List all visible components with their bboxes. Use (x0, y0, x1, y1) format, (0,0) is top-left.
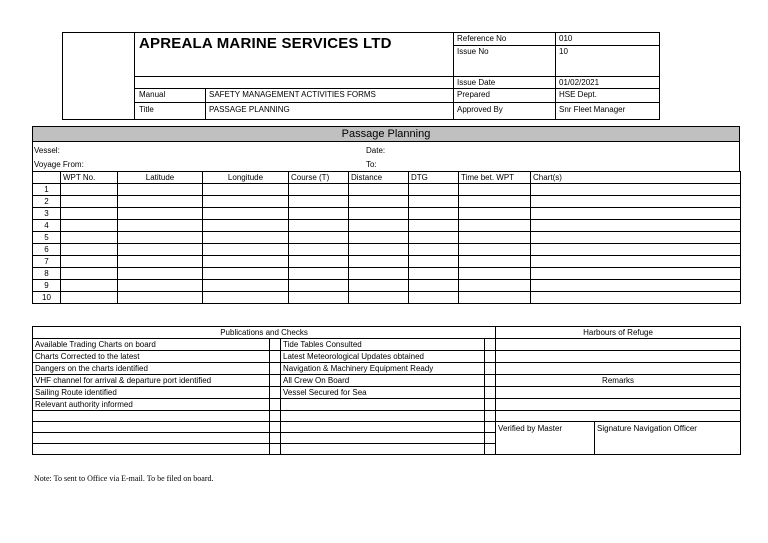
logo-placeholder (62, 32, 135, 120)
checkbox-cell[interactable] (270, 433, 281, 444)
table-cell[interactable] (289, 184, 349, 196)
checkbox-cell[interactable] (485, 351, 496, 363)
table-cell[interactable] (118, 280, 203, 292)
check-label[interactable] (33, 422, 270, 433)
check-label: All Crew On Board (281, 375, 485, 387)
table-row (33, 220, 741, 232)
row-number-header (33, 172, 61, 184)
table-cell[interactable] (349, 220, 409, 232)
table-cell[interactable] (459, 256, 531, 268)
table-cell[interactable] (289, 280, 349, 292)
table-cell[interactable] (203, 280, 289, 292)
voyage-from-label: Voyage From: (34, 160, 84, 169)
table-cell[interactable] (289, 244, 349, 256)
table-cell[interactable] (459, 292, 531, 304)
check-label: Dangers on the charts identified (33, 363, 270, 375)
table-cell[interactable] (203, 208, 289, 220)
checkbox-cell[interactable] (485, 375, 496, 387)
header-divider (135, 102, 660, 103)
checkbox-cell[interactable] (270, 444, 281, 455)
table-cell[interactable] (349, 196, 409, 208)
table-row (33, 268, 741, 280)
approved-value: Snr Fleet Manager (559, 105, 626, 114)
reference-label: Reference No (457, 34, 507, 43)
table-row (33, 292, 741, 304)
remarks-field[interactable] (496, 399, 741, 411)
check-label[interactable] (281, 422, 485, 433)
column-header: Latitude (118, 172, 203, 184)
passage-planning-title: Passage Planning (32, 126, 740, 142)
column-header: DTG (409, 172, 459, 184)
checkbox-cell[interactable] (270, 399, 281, 411)
table-cell[interactable] (118, 268, 203, 280)
column-header: Course (T) (289, 172, 349, 184)
table-row (33, 363, 741, 375)
table-cell[interactable] (531, 208, 741, 220)
column-header: WPT No. (61, 172, 118, 184)
checkbox-cell[interactable] (270, 387, 281, 399)
check-label: Latest Meteorological Updates obtained (281, 351, 485, 363)
footer-note: Note: To sent to Office via E-mail. To be filed on board. (34, 474, 214, 483)
check-label: Sailing Route identified (33, 387, 270, 399)
title-value: PASSAGE PLANNING (209, 105, 290, 114)
table-cell[interactable] (531, 292, 741, 304)
table-row (33, 196, 741, 208)
table-cell[interactable] (409, 184, 459, 196)
title-label: Title (139, 105, 154, 114)
approved-label: Approved By (457, 105, 503, 114)
table-cell[interactable] (203, 184, 289, 196)
table-cell[interactable] (118, 208, 203, 220)
signature-label[interactable]: Signature Navigation Officer (595, 422, 741, 455)
remarks-field[interactable] (496, 387, 741, 399)
column-header: Longitude (203, 172, 289, 184)
date-label: Date: (366, 146, 386, 155)
check-label: Relevant authority informed (33, 399, 270, 411)
column-header: Time bet. WPT (459, 172, 531, 184)
table-row (33, 184, 741, 196)
row-number: 4 (33, 220, 61, 232)
table-cell[interactable] (409, 256, 459, 268)
table-cell[interactable] (409, 208, 459, 220)
check-label: Tide Tables Consulted (281, 339, 485, 351)
table-cell[interactable] (349, 256, 409, 268)
company-name: APREALA MARINE SERVICES LTD (139, 35, 392, 52)
table-cell[interactable] (203, 292, 289, 304)
checkbox-cell[interactable] (270, 375, 281, 387)
table-cell[interactable] (531, 256, 741, 268)
table-cell[interactable] (203, 232, 289, 244)
check-label[interactable] (33, 411, 270, 422)
table-cell[interactable] (61, 244, 118, 256)
check-label[interactable] (33, 444, 270, 455)
waypoint-table (32, 171, 741, 304)
table-cell[interactable] (459, 196, 531, 208)
table-cell[interactable] (289, 256, 349, 268)
table-cell[interactable] (459, 208, 531, 220)
check-label: Charts Corrected to the latest (33, 351, 270, 363)
row-number: 1 (33, 184, 61, 196)
row-number: 10 (33, 292, 61, 304)
table-cell[interactable] (349, 208, 409, 220)
checkbox-cell[interactable] (485, 444, 496, 455)
table-cell[interactable] (531, 196, 741, 208)
table-cell[interactable] (61, 268, 118, 280)
table-cell[interactable] (459, 280, 531, 292)
manual-value: SAFETY MANAGEMENT ACTIVITIES FORMS (209, 90, 376, 99)
table-cell[interactable] (289, 232, 349, 244)
table-cell[interactable] (409, 244, 459, 256)
table-row (33, 256, 741, 268)
check-label: Vessel Secured for Sea (281, 387, 485, 399)
table-cell[interactable] (349, 292, 409, 304)
table-cell[interactable] (203, 244, 289, 256)
checkbox-cell[interactable] (270, 351, 281, 363)
table-cell[interactable] (61, 196, 118, 208)
checkbox-cell[interactable] (485, 399, 496, 411)
table-cell[interactable] (61, 232, 118, 244)
table-cell[interactable] (118, 184, 203, 196)
table-cell[interactable] (459, 268, 531, 280)
checkbox-cell[interactable] (270, 422, 281, 433)
table-row (33, 411, 741, 422)
table-cell[interactable] (531, 268, 741, 280)
table-cell[interactable] (531, 244, 741, 256)
table-cell[interactable] (459, 244, 531, 256)
checkbox-cell[interactable] (270, 339, 281, 351)
row-number: 5 (33, 232, 61, 244)
row-number: 8 (33, 268, 61, 280)
table-cell[interactable] (61, 292, 118, 304)
table-cell[interactable] (459, 220, 531, 232)
table-row (33, 422, 741, 433)
check-label[interactable] (281, 433, 485, 444)
check-label[interactable] (281, 444, 485, 455)
table-cell[interactable] (409, 292, 459, 304)
remarks-title: Remarks (496, 375, 741, 387)
table-cell[interactable] (289, 196, 349, 208)
table-cell[interactable] (61, 256, 118, 268)
table-cell[interactable] (61, 184, 118, 196)
row-number: 3 (33, 208, 61, 220)
checkbox-cell[interactable] (485, 363, 496, 375)
table-row (33, 399, 741, 411)
table-cell[interactable] (203, 256, 289, 268)
harbour-field[interactable] (496, 363, 741, 375)
publications-title: Publications and Checks (33, 327, 496, 339)
issue-date-value: 01/02/2021 (559, 78, 600, 87)
table-cell[interactable] (61, 280, 118, 292)
check-label[interactable] (281, 399, 485, 411)
table-row (33, 244, 741, 256)
publications-checks-table (32, 326, 741, 455)
table-cell[interactable] (289, 268, 349, 280)
harbour-field[interactable] (496, 351, 741, 363)
table-cell[interactable] (409, 232, 459, 244)
checkbox-cell[interactable] (485, 411, 496, 422)
table-cell[interactable] (289, 208, 349, 220)
table-cell[interactable] (349, 268, 409, 280)
row-number: 6 (33, 244, 61, 256)
table-cell[interactable] (459, 184, 531, 196)
check-label[interactable] (33, 433, 270, 444)
table-cell[interactable] (459, 232, 531, 244)
harbours-title: Harbours of Refuge (496, 327, 741, 339)
table-header-row (33, 327, 741, 339)
table-row (33, 280, 741, 292)
row-number: 2 (33, 196, 61, 208)
table-cell[interactable] (118, 292, 203, 304)
table-cell[interactable] (289, 220, 349, 232)
header-divider (555, 32, 556, 120)
issue-date-label: Issue Date (457, 78, 496, 87)
table-cell[interactable] (349, 232, 409, 244)
checkbox-cell[interactable] (485, 387, 496, 399)
table-cell[interactable] (349, 280, 409, 292)
checkbox-cell[interactable] (485, 433, 496, 444)
checkbox-cell[interactable] (485, 422, 496, 433)
table-cell[interactable] (409, 268, 459, 280)
table-cell[interactable] (349, 184, 409, 196)
table-cell[interactable] (118, 220, 203, 232)
issue-no-label: Issue No (457, 47, 489, 56)
table-cell[interactable] (289, 292, 349, 304)
verified-by-master-label[interactable]: Verified by Master (496, 422, 595, 455)
table-cell[interactable] (409, 280, 459, 292)
table-cell[interactable] (118, 256, 203, 268)
to-label: To: (366, 160, 377, 169)
table-cell[interactable] (349, 244, 409, 256)
issue-no-value: 10 (559, 47, 568, 56)
table-cell[interactable] (531, 184, 741, 196)
table-cell[interactable] (531, 220, 741, 232)
table-row (33, 208, 741, 220)
check-label: VHF channel for arrival & departure port identified (33, 375, 270, 387)
table-cell[interactable] (409, 220, 459, 232)
header-divider (453, 32, 454, 120)
check-label: Navigation & Machinery Equipment Ready (281, 363, 485, 375)
table-cell[interactable] (203, 220, 289, 232)
table-row (33, 387, 741, 399)
table-cell[interactable] (203, 268, 289, 280)
checkbox-cell[interactable] (270, 411, 281, 422)
checkbox-cell[interactable] (485, 339, 496, 351)
table-cell[interactable] (531, 232, 741, 244)
column-header: Distance (349, 172, 409, 184)
passage-info-box (32, 142, 740, 171)
table-cell[interactable] (118, 232, 203, 244)
table-cell[interactable] (203, 196, 289, 208)
header-divider (205, 88, 206, 120)
row-number: 9 (33, 280, 61, 292)
prepared-label: Prepared (457, 90, 490, 99)
table-row (33, 351, 741, 363)
table-row (33, 375, 741, 387)
check-label: Available Trading Charts on board (33, 339, 270, 351)
vessel-label: Vessel: (34, 146, 60, 155)
prepared-value: HSE Dept. (559, 90, 597, 99)
reference-value: 010 (559, 34, 573, 43)
remarks-field[interactable] (496, 411, 741, 422)
table-cell[interactable] (118, 196, 203, 208)
check-label[interactable] (281, 411, 485, 422)
checkbox-cell[interactable] (270, 363, 281, 375)
table-cell[interactable] (409, 196, 459, 208)
table-cell[interactable] (61, 220, 118, 232)
table-cell[interactable] (118, 244, 203, 256)
manual-label: Manual (139, 90, 166, 99)
table-cell[interactable] (531, 280, 741, 292)
table-cell[interactable] (61, 208, 118, 220)
table-header-row (33, 172, 741, 184)
harbour-field[interactable] (496, 339, 741, 351)
column-header: Chart(s) (531, 172, 741, 184)
row-number: 7 (33, 256, 61, 268)
table-row (33, 339, 741, 351)
table-row (33, 232, 741, 244)
